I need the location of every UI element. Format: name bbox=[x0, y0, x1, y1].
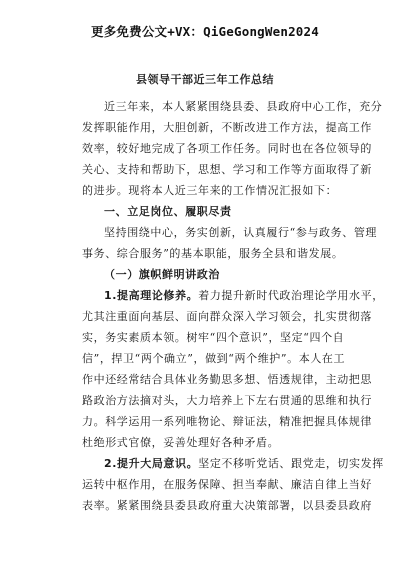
paragraph-line: 的进步。现将本人近三年来的工作情况汇报如下： bbox=[82, 184, 338, 197]
item-text: 着力提升新时代政治理论学用水平， bbox=[198, 289, 384, 302]
item-text: 坚定不移听党话、跟党走，切实发挥 bbox=[198, 457, 384, 470]
paragraph-line bbox=[82, 285, 384, 306]
paragraph-line: 实，务实素质本领。树牢“四个意识”，坚定“四个自 bbox=[82, 331, 345, 344]
paragraph-line: 路政治方法摘对头，大力培养上下左右贯通的思维和执行 bbox=[82, 394, 372, 407]
item-lead: 2.提升大局意识。 bbox=[104, 457, 199, 470]
paragraph-line: 坚持围绕中心，务实创新，认真履行“参与政务、管理 bbox=[104, 226, 378, 239]
paragraph-line: 运转中枢作用，在服务保障、担当奉献、廉洁自律上当好 bbox=[82, 478, 372, 491]
paragraph-line: 表率。紧紧围绕县委县政府重大决策部署，以县委县政府 bbox=[82, 499, 372, 512]
paragraph-line: 关心、支持和帮助下，思想、学习和工作等方面取得了新 bbox=[82, 163, 372, 176]
paragraph-line: 发挥职能作用，大胆创新，不断改进工作方法，提高工作 bbox=[82, 121, 372, 134]
paragraph-line: 事务、综合服务”的基本职能，服务全县和谐发展。 bbox=[82, 247, 344, 260]
watermark-text: 更多免费公文+VX：QiGeGongWen2024 bbox=[91, 24, 319, 39]
paragraph-line: 效率，较好地完成了各项工作任务。同时也在各位领导的 bbox=[82, 142, 372, 155]
paragraph-line: 杜绝形式官僚，妥善处理好各种矛盾。 bbox=[82, 436, 280, 449]
subsection-heading: （一）旗帜鲜明讲政治 bbox=[104, 268, 220, 281]
paragraph-line: 力。科学运用一系列唯物论、辩证法，精准把握具体规律 bbox=[82, 415, 372, 428]
paragraph-line: 近三年来，本人紧紧围绕县委、县政府中心工作，充分 bbox=[104, 100, 383, 113]
paragraph-line: 尤其注重面向基层、面向群众深入学习领会，扎实贯彻落 bbox=[82, 310, 372, 323]
paragraph-line: 作中还经常结合具体业务勤思多想、悟透规律，主动把思 bbox=[82, 373, 372, 386]
item-lead: 1.提高理论修养。 bbox=[104, 289, 199, 302]
document-body bbox=[82, 96, 384, 516]
paragraph-line bbox=[82, 453, 384, 474]
section-heading: 一、立足岗位、履职尽责 bbox=[104, 205, 232, 218]
page-title: 县领导干部近三年工作总结 bbox=[136, 73, 274, 86]
paragraph-line: 信”，捍卫“两个确立”，做到“两个维护”。本人在工 bbox=[82, 352, 346, 365]
